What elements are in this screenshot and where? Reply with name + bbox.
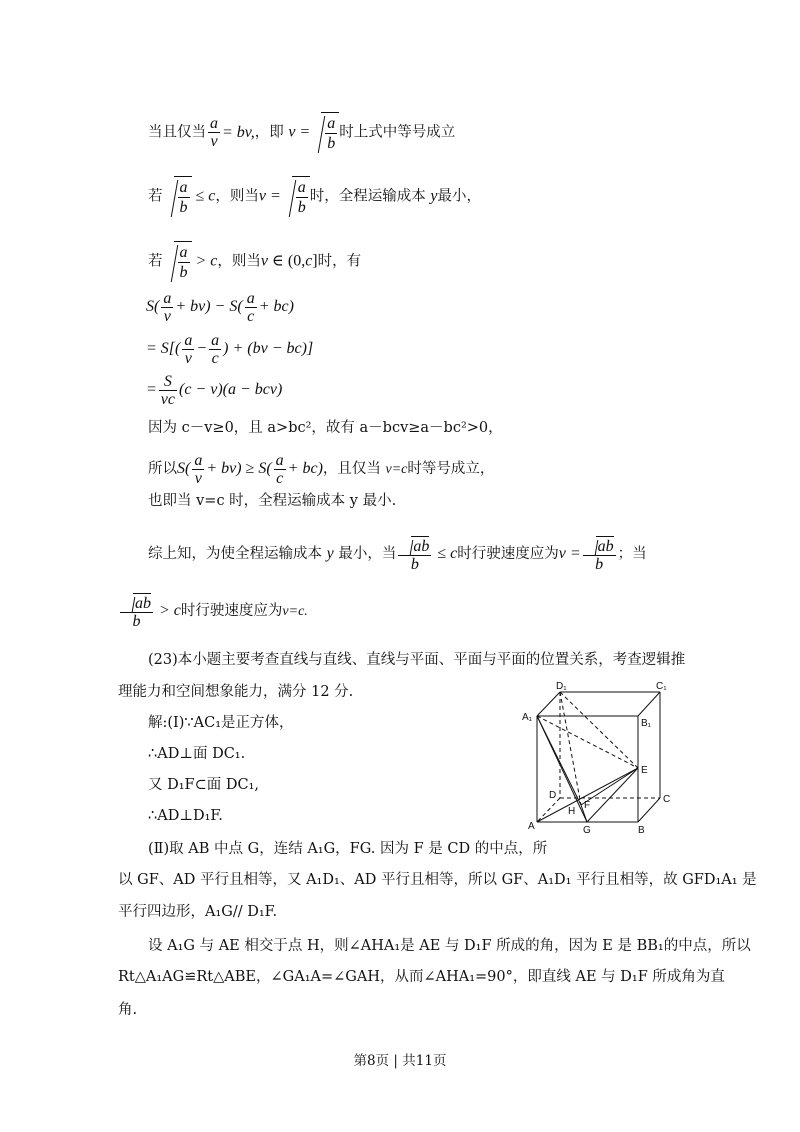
label-B1: B₁ <box>641 718 652 729</box>
label-D: D <box>549 790 557 801</box>
problem-23-intro: (23)本小题主要考查直线与直线、直线与平面、平面与平面的位置关系，考查逻辑推 <box>148 652 686 668</box>
equation-1: S( $\frac{a}{v}$ + bv) − S( $\frac{a}{c}$ + bc) <box>146 290 294 325</box>
line-3: 若 $\frac{a}{b}$ > c，则当v ∈ (0,c]时，有 <box>148 241 361 282</box>
equation-3: = $\frac{S}{vc}$ (c − v)(a − bcv) <box>146 373 283 408</box>
line-11: $\frac{ab}{b}$ > c时行驶速度应为v=c. <box>118 593 308 630</box>
solution-line-6: 以 GF、AD 平行且相等，又 A₁D₁、AD 平行且相等，所以 GF、A₁D₁ 平行且相等，故 GFD₁A₁ 是 <box>118 872 757 888</box>
cube-figure <box>520 676 680 841</box>
line-2: 若 $\frac{a}{b}$ ≤ c，则当v = $\frac{a}{b}$ 时，全程运输成本 y最小， <box>148 176 481 217</box>
line-10: 综上知，为使全程运输成本 y 最小，当 $\frac{ab}{b}$ ≤ c时行驶速度应为v = $\frac{ab}{b}$ ；当 <box>148 538 647 573</box>
solution-line-5: (Ⅱ)取 AB 中点 G，连结 A₁G，FG. 因为 F 是 CD 的中点，所 <box>148 841 548 857</box>
line-9: 也即当 v=c 时，全程运输成本 y 最小. <box>148 493 397 509</box>
label-E: E <box>641 765 648 776</box>
line-7: 因为 c－v≥0，且 a>bc²，故有 a－bcv≥a－bc²>0， <box>148 420 503 436</box>
solution-line-8: 设 A₁G 与 AE 相交于点 H，则∠AHA₁是 AE 与 D₁F 所成的角，因为 E 是 BB₁的中点，所以 <box>148 938 751 954</box>
label-D1: D₁ <box>556 681 567 692</box>
label-C1: C₁ <box>656 681 667 692</box>
page-footer: 第8页 | 共11页 <box>353 1053 447 1069</box>
solution-line-7: 平行四边形，A₁G// D₁F. <box>118 904 278 920</box>
label-A: A <box>528 821 535 832</box>
equation-2: = S[( $\frac{a}{v}$ − $\frac{a}{c}$ ) + (bv − bc)] <box>146 332 314 367</box>
label-B: B <box>638 825 645 836</box>
label-C: C <box>663 794 671 805</box>
problem-23-intro-cont: 理能力和空间想象能力，满分 12 分. <box>118 684 354 700</box>
line-8: 所以S( $\frac{a}{v}$ + bv) ≥ S( $\frac{a}{c}$ + bc)，且仅当 v=c时等号成立， <box>148 452 495 487</box>
label-H: H <box>568 806 576 817</box>
label-G: G <box>583 825 591 836</box>
solution-line-2: ∴AD⊥面 DC₁. <box>148 746 246 762</box>
solution-line-10: 角. <box>118 1002 138 1018</box>
solution-line-9: Rt△A₁AG≌Rt△ABE，∠GA₁A=∠GAH，从而∠AHA₁=90°，即直线 AE 与 D₁F 所成角为直 <box>118 969 725 985</box>
line-1: 当且仅当 $\frac{a}{v}$ = bv,，即 v = $\frac{a}{b}$ 时上式中等号成立 <box>148 112 455 153</box>
solution-line-3: 又 D₁F⊂面 DC₁, <box>148 777 260 793</box>
solution-line-4: ∴AD⊥D₁F. <box>148 808 223 824</box>
label-F: F <box>584 800 591 811</box>
solution-line-1: 解:(Ⅰ)∵AC₁是正方体， <box>148 715 294 731</box>
label-A1: A₁ <box>522 712 533 723</box>
